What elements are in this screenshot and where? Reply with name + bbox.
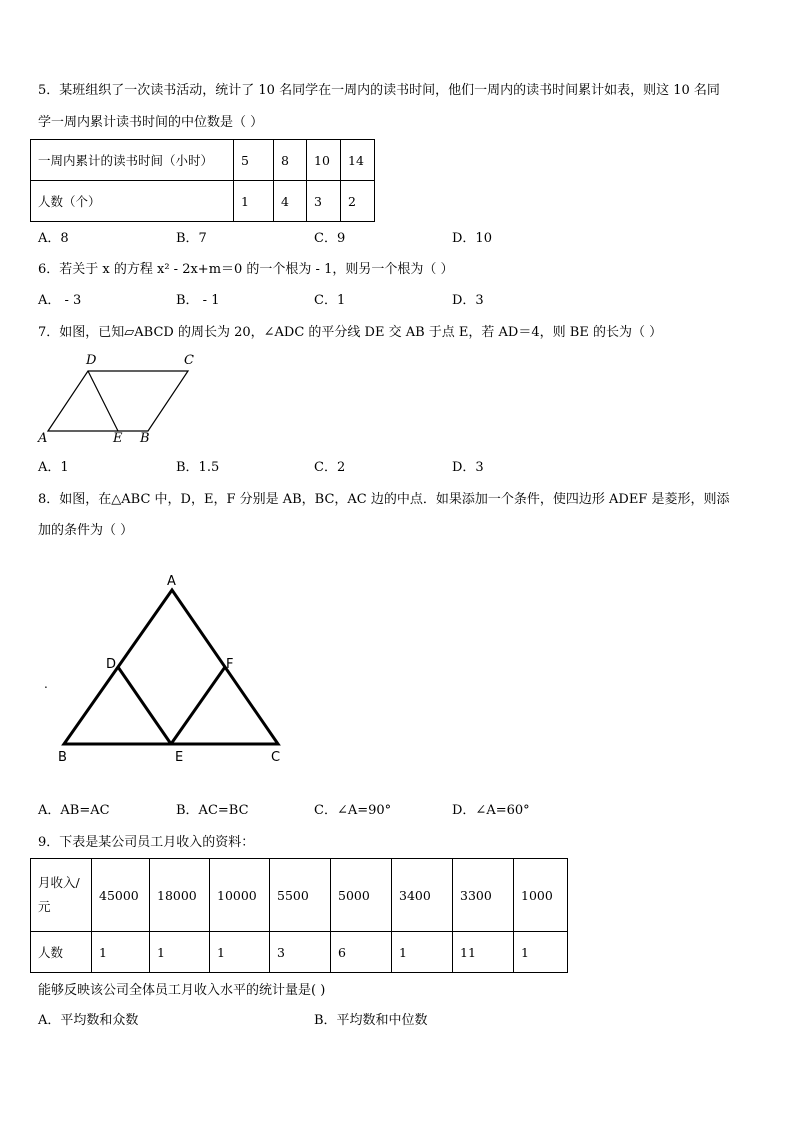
bisector-de [88,371,118,431]
parallelogram-abcd [48,371,188,431]
q6-option-c[interactable]: C．1 [314,293,346,308]
table-cell: 5000 [331,859,392,932]
label-b: B [58,750,67,765]
table-cell: 4 [274,181,307,222]
table-cell: 14 [341,140,375,181]
triangle-abc [64,590,278,744]
q9-stem: 9．下表是某公司员工月收入的资料： [38,835,255,850]
label-c: C [184,353,194,368]
label-e: E [175,750,184,765]
label-c: C [271,750,281,765]
table-cell: 5 [234,140,274,181]
table-cell: 10 [307,140,341,181]
label-a: A [167,574,176,589]
q9-question: 能够反映该公司全体员工月收入水平的统计量是( ) [38,983,326,998]
label-d: D [106,657,117,672]
q8-option-d[interactable]: D．∠A=60° [452,803,530,818]
table-cell: 1000 [514,859,568,932]
triangle-figure [40,565,310,770]
q8-option-c[interactable]: C．∠A=90° [314,803,392,818]
q9-table [30,858,568,973]
q5-option-b[interactable]: B．7 [176,231,207,246]
table-cell: 10000 [210,859,270,932]
segment-ef [171,667,225,744]
segment-de [118,667,171,744]
table-cell: 一周内累计的读书时间（小时） [31,140,234,181]
table-cell: 18000 [150,859,210,932]
q6-option-b[interactable]: B． - 1 [176,293,220,308]
q7-stem: 7．如图，已知▱ABCD 的周长为 20，∠ADC 的平分线 DE 交 AB 于点 E，若 AD＝4，则 BE 的长为（ ） [38,325,663,340]
q6-option-a[interactable]: A． - 3 [38,293,82,308]
q7-option-d[interactable]: D．3 [452,460,484,475]
q7-option-b[interactable]: B．1.5 [176,460,220,475]
q8-option-a[interactable]: A．AB=AC [38,803,110,818]
label-f: F [226,657,234,672]
table-cell: 人数（个） [31,181,234,222]
table-cell: 6 [331,932,392,973]
q5-option-c[interactable]: C．9 [314,231,346,246]
table-cell: 1 [92,932,150,973]
q8-stem-line2: 加的条件为（ ） [38,523,134,538]
table-cell: 3 [307,181,341,222]
parallelogram-figure [30,348,210,450]
table-cell: 2 [341,181,375,222]
table-cell: 5500 [270,859,331,932]
table-cell: 1 [392,932,453,973]
table-cell: 1 [210,932,270,973]
table-header-cell [31,859,92,932]
stray-dot: . [44,677,48,691]
q8-option-b[interactable]: B．AC=BC [176,803,249,818]
q5-stem-line1: 5．某班组织了一次读书活动，统计了 10 名同学在一周内的读书时间，他们一周内的读书时间累计如表，则这 10 名同 [38,83,720,98]
q5-option-a[interactable]: A．8 [38,231,69,246]
q9-option-a[interactable]: A．平均数和众数 [38,1013,139,1028]
q6-option-d[interactable]: D．3 [452,293,484,308]
table-row [31,932,568,973]
table-row [31,140,375,181]
q5-option-d[interactable]: D．10 [452,231,492,246]
table-row [31,181,375,222]
table-cell: 8 [274,140,307,181]
table-cell: 1 [514,932,568,973]
q5-table [30,139,375,222]
header-line2: 元 [38,899,51,914]
q9-option-b[interactable]: B．平均数和中位数 [314,1013,428,1028]
table-cell: 1 [234,181,274,222]
q5-stem-line2: 学一周内累计读书时间的中位数是（ ） [38,115,264,130]
table-cell: 11 [453,932,514,973]
q6-stem: 6．若关于 x 的方程 x² - 2x+m＝0 的一个根为 - 1，则另一个根为（ ） [38,262,454,277]
table-cell: 人数 [31,932,92,973]
label-b: B [140,431,150,446]
header-line1: 月收入/ [38,875,80,890]
table-cell: 3300 [453,859,514,932]
q8-stem-line1: 8．如图，在△ABC 中，D，E，F 分别是 AB，BC，AC 边的中点．如果添加一个条件，使四边形 ADEF 是菱形，则添 [38,492,730,507]
label-e: E [113,431,123,446]
table-cell: 3400 [392,859,453,932]
table-row [31,859,568,932]
q7-option-a[interactable]: A．1 [38,460,69,475]
label-d: D [86,353,97,368]
table-cell: 1 [150,932,210,973]
q7-option-c[interactable]: C．2 [314,460,346,475]
table-cell: 3 [270,932,331,973]
label-a: A [38,431,48,446]
table-cell: 45000 [92,859,150,932]
